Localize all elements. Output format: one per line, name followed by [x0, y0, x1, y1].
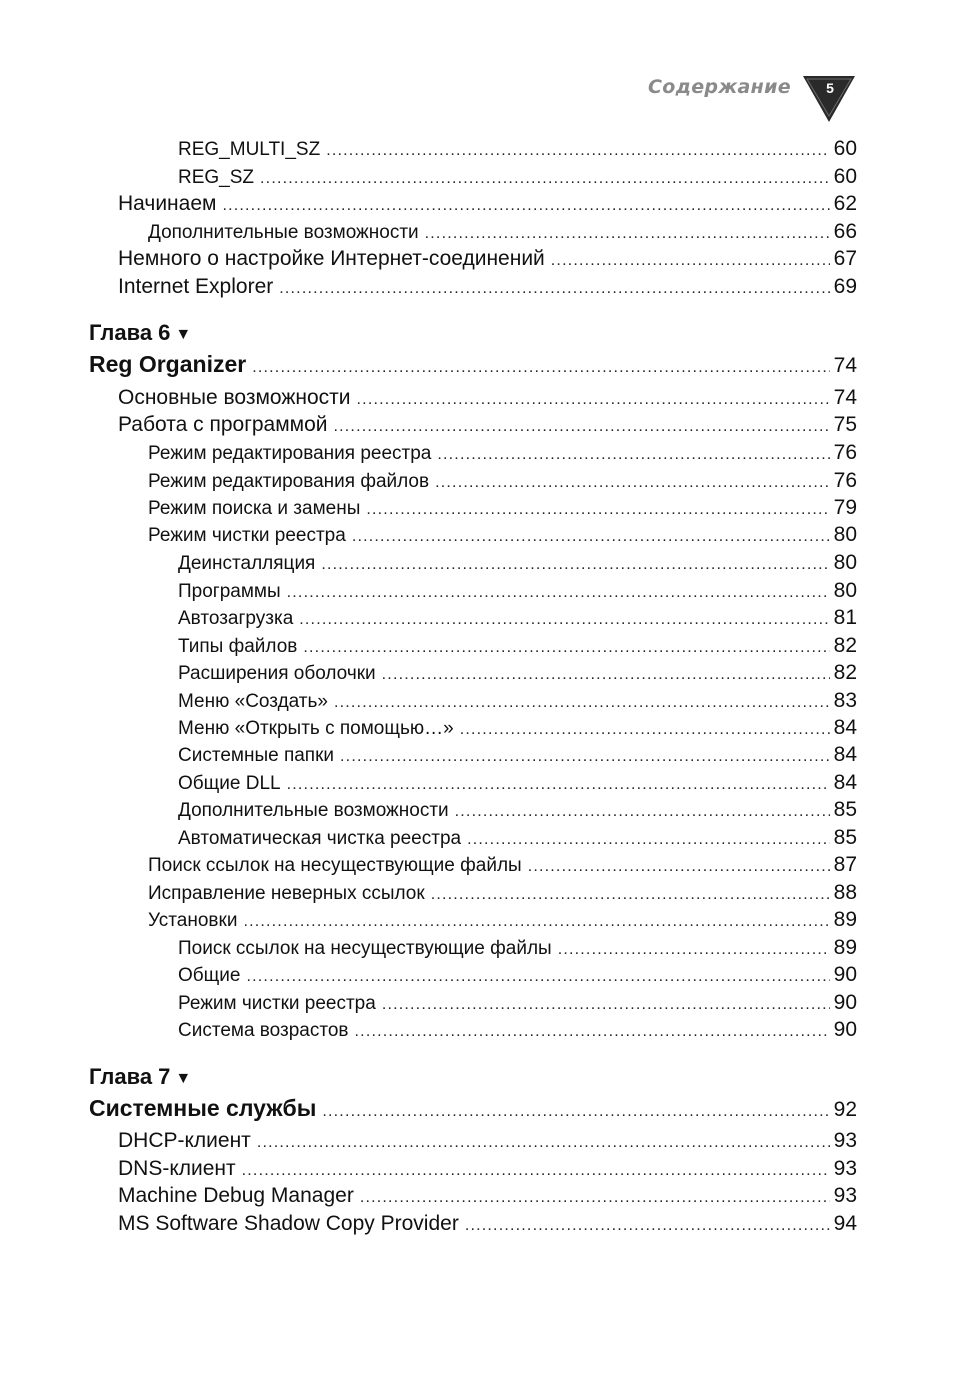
- toc-entry[interactable]: [0, 1212, 857, 1236]
- dot-leader: [287, 776, 830, 794]
- dot-leader: [246, 968, 829, 986]
- toc-entry-title: Установки: [148, 910, 238, 931]
- toc-entry-page: 82: [833, 634, 857, 657]
- toc-entry[interactable]: [0, 716, 857, 740]
- page-number: 5: [826, 80, 834, 96]
- toc-entry-page: 87: [833, 853, 857, 876]
- triangle-down-icon: ▼: [175, 1070, 192, 1087]
- dot-leader: [431, 886, 830, 904]
- dot-leader: [279, 280, 829, 298]
- toc-entry-title: Reg Organizer: [89, 351, 247, 377]
- dot-leader: [437, 446, 829, 464]
- toc-entry[interactable]: [0, 853, 857, 877]
- toc-entry-title: Общие: [178, 965, 241, 986]
- toc-entry[interactable]: [0, 771, 857, 795]
- toc-entry-title: Режим редактирования реестра: [148, 443, 432, 464]
- toc-entry[interactable]: [0, 689, 857, 713]
- toc-entry-page: 85: [833, 798, 857, 821]
- toc-entry-page: 60: [833, 137, 857, 160]
- toc-entry[interactable]: [0, 386, 857, 410]
- dot-leader: [425, 225, 830, 243]
- toc-entry-title: Типы файлов: [178, 636, 298, 657]
- toc-entry-title: Система возрастов: [178, 1020, 349, 1041]
- dot-leader: [222, 197, 829, 215]
- toc-entry-page: 79: [833, 496, 857, 519]
- toc-entry-page: 84: [833, 743, 857, 766]
- dot-leader: [352, 528, 830, 546]
- dot-leader: [558, 941, 830, 959]
- toc-entry-title: Internet Explorer: [118, 275, 274, 298]
- toc-entry-title: DNS-клиент: [118, 1157, 236, 1180]
- dot-leader: [257, 1134, 830, 1152]
- toc-entry[interactable]: [0, 523, 857, 547]
- dot-leader: [326, 142, 829, 160]
- toc-entry-title: Режим поиска и замены: [148, 498, 361, 519]
- toc-entry[interactable]: [0, 936, 857, 960]
- toc-entry-title: Меню «Открыть с помощью…»: [178, 718, 454, 739]
- toc-entry-page: 81: [833, 606, 857, 629]
- toc-entry[interactable]: [0, 1157, 857, 1181]
- toc-entry[interactable]: [0, 1129, 857, 1153]
- dot-leader: [460, 721, 830, 739]
- toc-entry-title: Программы: [178, 581, 281, 602]
- toc-entry-title: REG_SZ: [178, 167, 255, 188]
- toc-entry-title: Режим редактирования файлов: [148, 471, 430, 492]
- dot-leader: [334, 418, 830, 436]
- dot-leader: [243, 913, 829, 931]
- dot-leader: [382, 666, 830, 684]
- dot-leader: [322, 1103, 829, 1121]
- toc-entry[interactable]: [0, 826, 857, 850]
- toc-entry-page: 80: [833, 579, 857, 602]
- toc-entry-title: Работа с программой: [118, 413, 328, 436]
- toc-entry-page: 76: [833, 441, 857, 464]
- toc-entry-title: Режим чистки реестра: [178, 993, 376, 1014]
- toc-entry[interactable]: [0, 963, 857, 987]
- toc-entry[interactable]: [0, 496, 857, 520]
- toc-entry-page: 84: [833, 716, 857, 739]
- toc-entry[interactable]: [0, 413, 857, 437]
- toc-entry-page: 84: [833, 771, 857, 794]
- dot-leader: [321, 556, 829, 574]
- dot-leader: [260, 170, 830, 188]
- toc-entry-page: 93: [833, 1157, 857, 1180]
- toc-entry-title: MS Software Shadow Copy Provider: [118, 1212, 459, 1235]
- triangle-down-icon: ▼: [175, 326, 192, 343]
- toc-entry[interactable]: [0, 908, 857, 932]
- toc-entry-title: Исправление неверных ссылок: [148, 883, 425, 904]
- toc-entry-page: 90: [833, 1018, 857, 1041]
- dot-leader: [551, 252, 830, 270]
- toc-entry-page: 75: [833, 413, 857, 436]
- toc-entry-page: 80: [833, 523, 857, 546]
- toc-entry-page: 74: [833, 386, 857, 409]
- toc-entry-page: 93: [833, 1184, 857, 1207]
- dot-leader: [355, 1023, 830, 1041]
- toc-entry-page: 88: [833, 881, 857, 904]
- toc-entry-page: 93: [833, 1129, 857, 1152]
- toc-entry-title: Поиск ссылок на несуществующие файлы: [148, 855, 522, 876]
- toc-entry[interactable]: [0, 165, 857, 189]
- toc-entry-title: Дополнительные возможности: [148, 222, 419, 243]
- toc-entry-title: REG_MULTI_SZ: [178, 139, 321, 160]
- toc-entry-title: Системные папки: [178, 745, 335, 766]
- toc-entry-title: Расширения оболочки: [178, 663, 376, 684]
- toc-entry-page: 89: [833, 908, 857, 931]
- toc-entry-page: 69: [833, 275, 857, 298]
- toc-entry[interactable]: [0, 1184, 857, 1208]
- dot-leader: [366, 501, 829, 519]
- toc-entry[interactable]: [0, 881, 857, 905]
- toc-chapter-entry[interactable]: [0, 1095, 857, 1122]
- toc-entry[interactable]: [0, 743, 857, 767]
- toc-entry-title: Основные возможности: [118, 386, 351, 409]
- chapter-label: [89, 320, 191, 346]
- toc-entry[interactable]: [0, 247, 857, 271]
- dot-leader: [528, 858, 830, 876]
- toc-entry[interactable]: [0, 606, 857, 630]
- chapter-label-text: Глава 7: [89, 1064, 171, 1089]
- toc-entry[interactable]: [0, 469, 857, 493]
- toc-entry-page: 67: [833, 247, 857, 270]
- toc-entry-page: 76: [833, 469, 857, 492]
- toc-entry-title: Автоматическая чистка реестра: [178, 828, 462, 849]
- toc-entry[interactable]: [0, 1018, 857, 1042]
- dot-leader: [467, 831, 830, 849]
- dot-leader: [334, 694, 830, 712]
- dot-leader: [340, 748, 830, 766]
- toc-entry-title: Немного о настройке Интернет-соединений: [118, 247, 545, 270]
- toc-entry-title: Machine Debug Manager: [118, 1184, 354, 1207]
- toc-entry-page: 94: [833, 1212, 857, 1235]
- toc-chapter-entry[interactable]: [0, 351, 857, 378]
- toc-entry-title: Режим чистки реестра: [148, 525, 346, 546]
- dot-leader: [455, 803, 830, 821]
- toc-entry[interactable]: [0, 661, 857, 685]
- toc-entry-page: 82: [833, 661, 857, 684]
- toc-entry[interactable]: [0, 275, 857, 299]
- toc-entry-page: 85: [833, 826, 857, 849]
- toc-entry[interactable]: [0, 441, 857, 465]
- toc-entry[interactable]: [0, 634, 857, 658]
- chapter-label: [89, 1064, 191, 1090]
- toc-entry-title: DHCP-клиент: [118, 1129, 251, 1152]
- toc-entry[interactable]: [0, 220, 857, 244]
- toc-entry-title: Автозагрузка: [178, 608, 294, 629]
- dot-leader: [252, 359, 829, 377]
- dot-leader: [435, 474, 830, 492]
- dot-leader: [382, 996, 830, 1014]
- toc-entry[interactable]: [0, 798, 857, 822]
- toc-entry-page: 80: [833, 551, 857, 574]
- toc-entry[interactable]: [0, 579, 857, 603]
- toc-entry[interactable]: [0, 192, 857, 216]
- toc-entry[interactable]: [0, 137, 857, 161]
- toc-entry-page: 90: [833, 991, 857, 1014]
- toc-entry-page: 66: [833, 220, 857, 243]
- dot-leader: [299, 611, 829, 629]
- toc-entry-page: 90: [833, 963, 857, 986]
- dot-leader: [465, 1217, 830, 1235]
- toc-entry-title: Общие DLL: [178, 773, 281, 794]
- dot-leader: [287, 584, 830, 602]
- toc-entry-page: 60: [833, 165, 857, 188]
- dot-leader: [303, 639, 829, 657]
- toc-entry-title: Системные службы: [89, 1095, 317, 1121]
- dot-leader: [242, 1162, 830, 1180]
- toc-entry-title: Начинаем: [118, 192, 217, 215]
- toc-entry-page: 62: [833, 192, 857, 215]
- toc-entry-title: Меню «Создать»: [178, 691, 328, 712]
- toc-entry-page: 74: [833, 354, 857, 377]
- toc-entry-title: Деинсталляция: [178, 553, 316, 574]
- toc-entry-page: 83: [833, 689, 857, 712]
- toc-entry[interactable]: [0, 991, 857, 1015]
- toc-entry-title: Дополнительные возможности: [178, 800, 449, 821]
- toc-entry-page: 89: [833, 936, 857, 959]
- dot-leader: [357, 391, 830, 409]
- toc-entry[interactable]: [0, 551, 857, 575]
- chapter-label-text: Глава 6: [89, 320, 171, 345]
- toc-entry-page: 92: [833, 1098, 857, 1121]
- running-title: Содержание: [648, 76, 791, 98]
- toc-entry-title: Поиск ссылок на несуществующие файлы: [178, 938, 552, 959]
- dot-leader: [360, 1189, 830, 1207]
